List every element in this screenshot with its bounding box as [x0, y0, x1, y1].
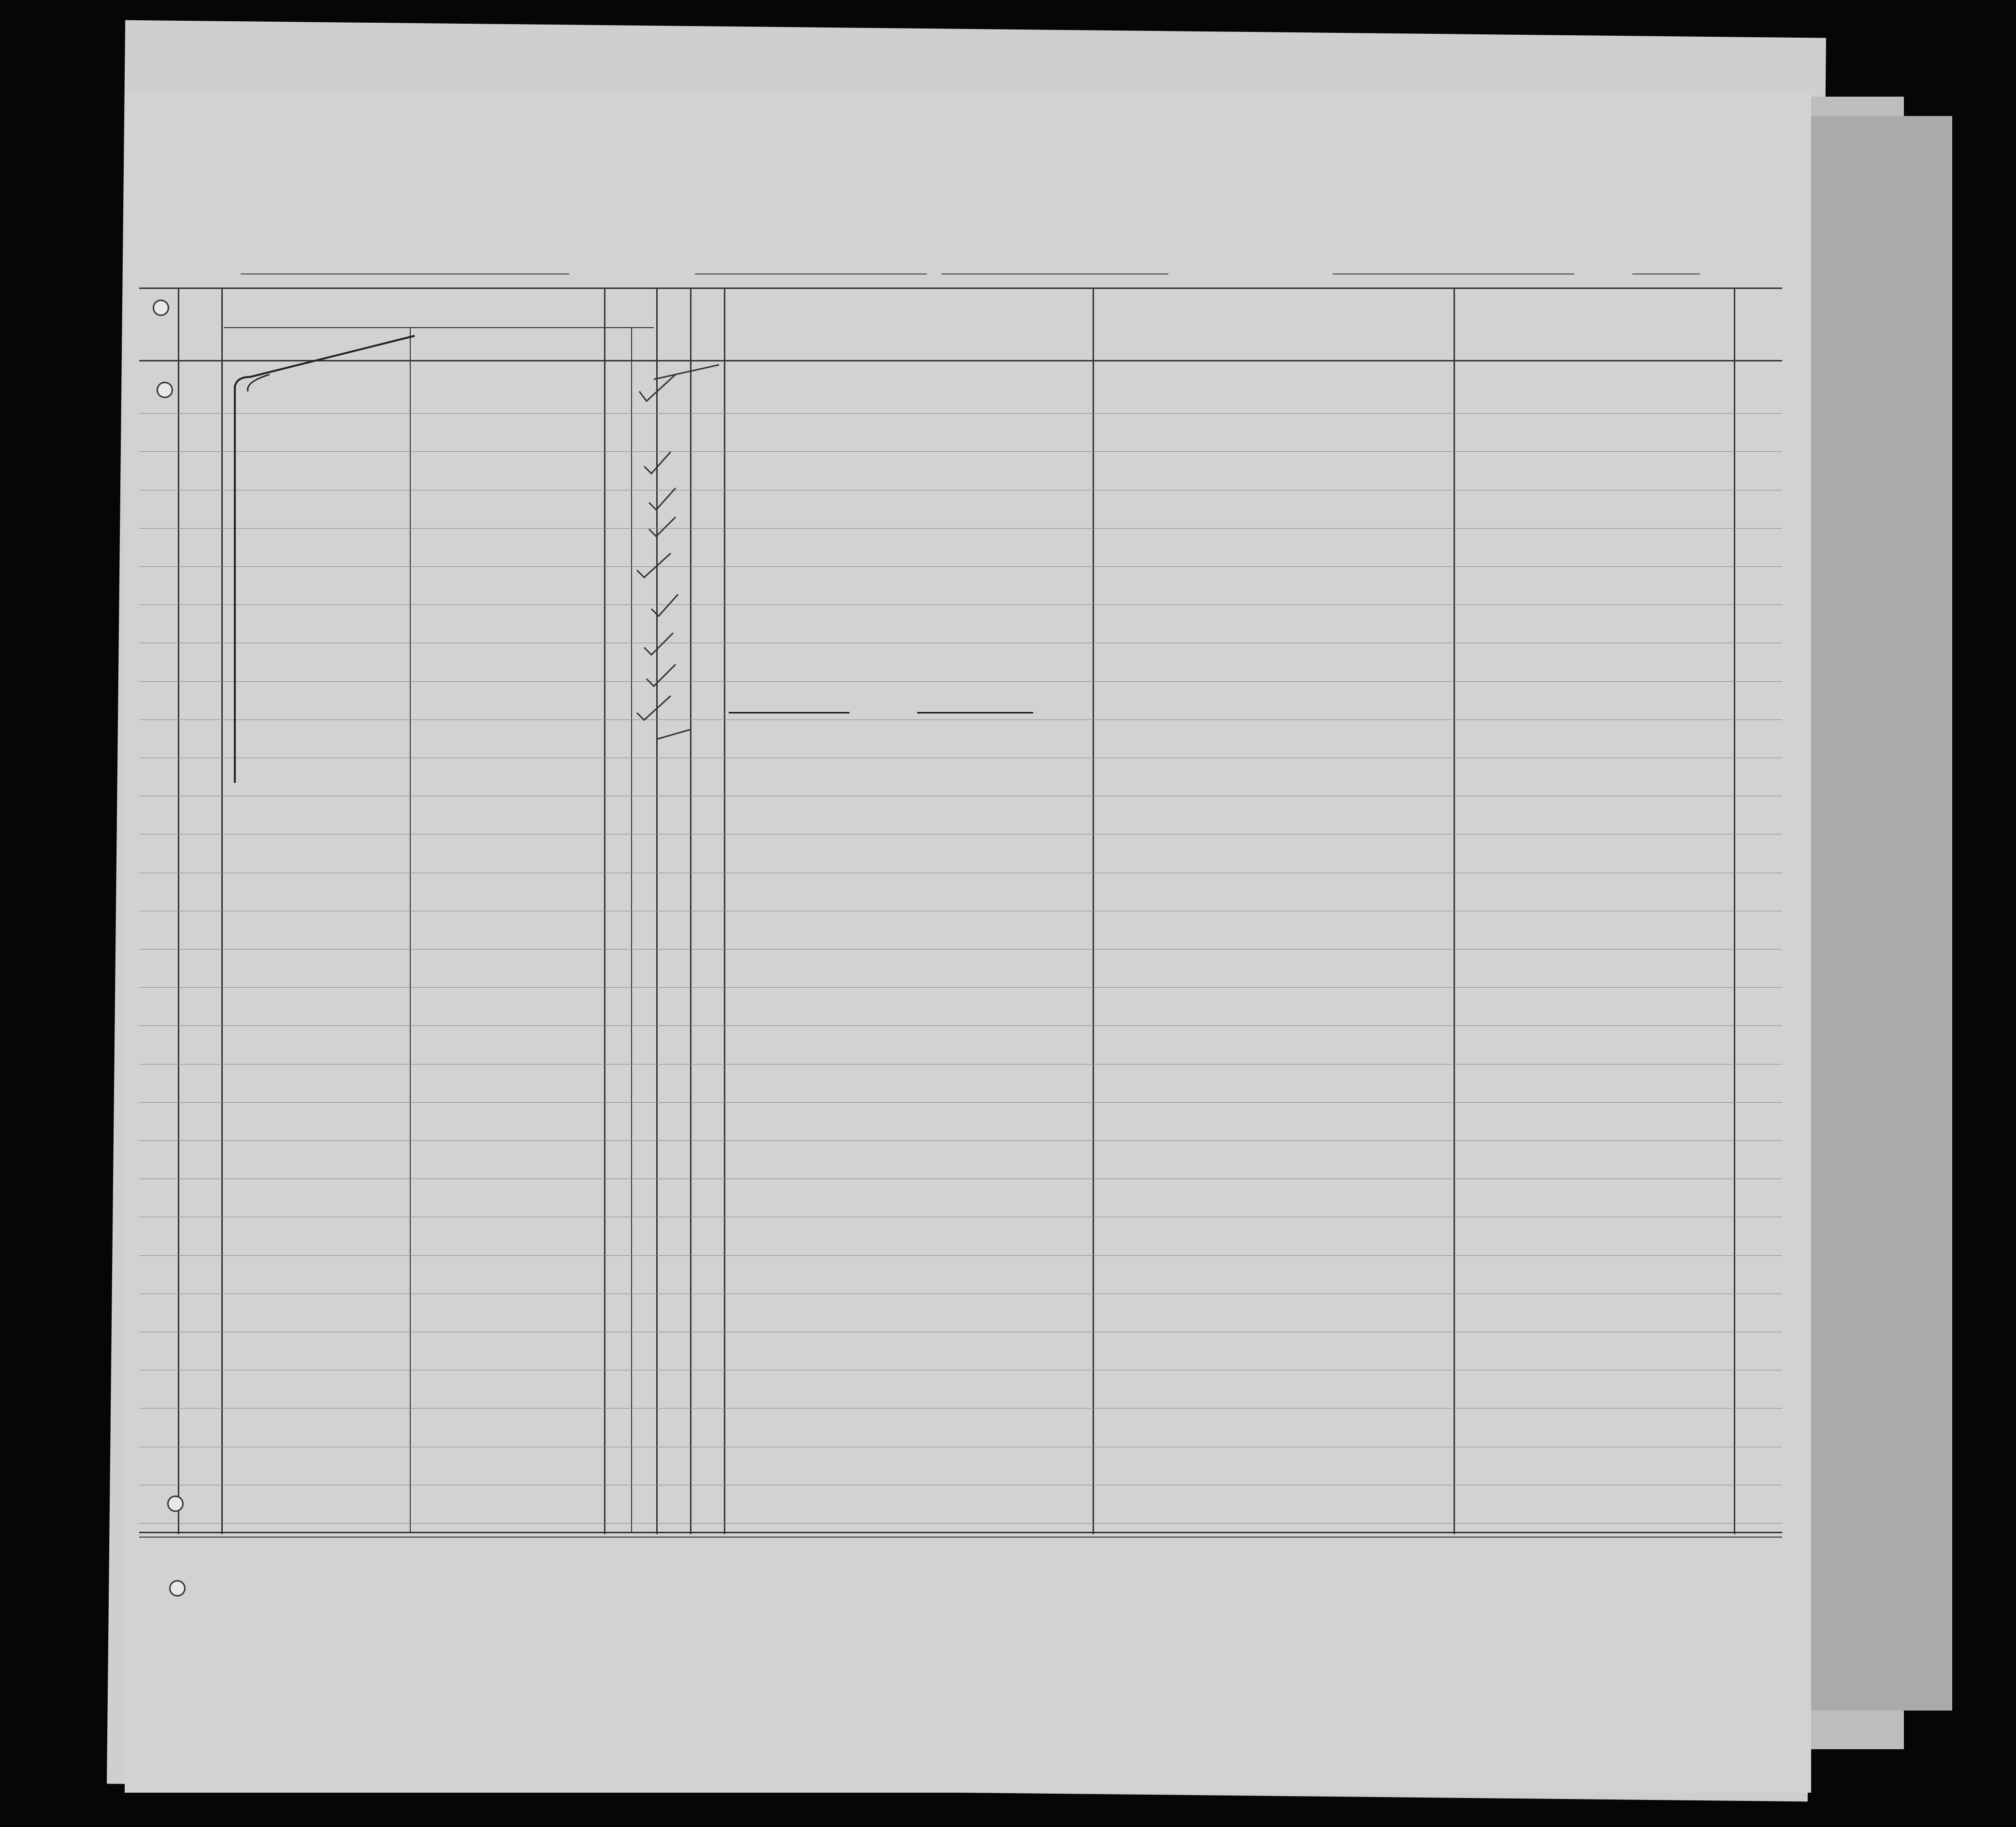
check-icon: [654, 365, 719, 379]
punch-hole: [167, 1496, 184, 1512]
check-icon: [656, 730, 690, 739]
underlying-sheet-edge: [1807, 116, 1952, 1711]
checkmarks: [637, 365, 719, 739]
check-icon: [651, 594, 678, 616]
check-icon: [649, 488, 676, 510]
punch-hole: [153, 300, 169, 316]
check-icon: [637, 553, 671, 577]
check-icon: [644, 633, 673, 655]
punch-hole: [169, 1580, 186, 1597]
handwritten-marks: [125, 92, 1811, 1793]
check-icon: [647, 664, 676, 686]
manifest-page: [125, 92, 1811, 1793]
check-icon: [649, 517, 676, 536]
bracket-mark: [235, 336, 415, 783]
punch-hole: [157, 382, 173, 398]
check-icon: [637, 696, 671, 720]
check-icon: [644, 452, 671, 474]
